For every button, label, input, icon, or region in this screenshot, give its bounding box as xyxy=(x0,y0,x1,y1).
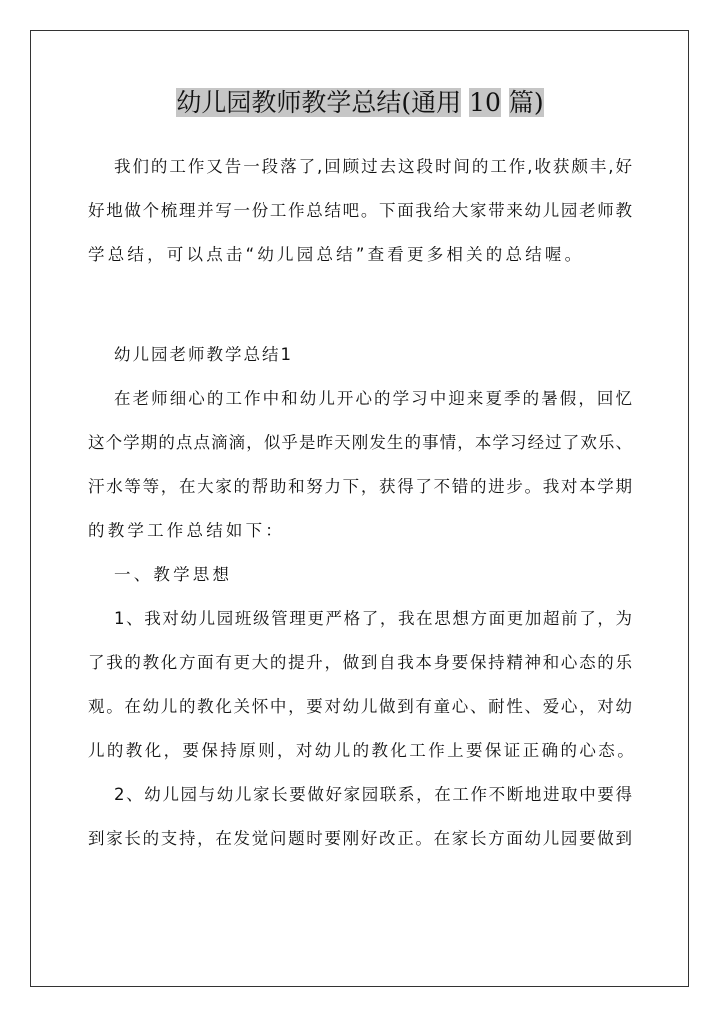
intro-line: 好地做个梳理并写一份工作总结吧。下面我给大家带来幼儿园老师教 xyxy=(88,201,632,220)
paragraph-line: 的教学工作总结如下： xyxy=(88,521,285,540)
paragraph-line: 到家长的支持，在发觉问题时要刚好改正。在家长方面幼儿园要做到 xyxy=(88,829,632,848)
paragraph-line: 了我的教化方面有更大的提升，做到自我本身要保持精神和心态的乐 xyxy=(88,653,632,672)
paragraph-line: 儿的教化，要保持原则，对幼儿的教化工作上要保证正确的心态。 xyxy=(88,741,637,760)
paragraph-line: 1、我对幼儿园班级管理更严格了，我在思想方面更加超前了，为 xyxy=(114,609,632,628)
paragraph-line: 在老师细心的工作中和幼儿开心的学习中迎来夏季的暑假，回忆 xyxy=(114,389,632,408)
document-title xyxy=(0,86,720,120)
intro-line: 学总结，可以点击“幼儿园总结”查看更多相关的总结喔。 xyxy=(88,245,585,264)
paragraph-line: 观。在幼儿的教化关怀中，要对幼儿做到有童心、耐性、爱心，对幼 xyxy=(88,697,632,716)
intro-line: 我们的工作又告一段落了,回顾过去这段时间的工作,收获颇丰,好 xyxy=(114,157,632,176)
sub-heading: 一、教学思想 xyxy=(114,565,233,584)
title-part-2: 10 xyxy=(469,88,501,117)
section-heading: 幼儿园老师教学总结1 xyxy=(114,345,293,364)
title-part-3: 篇) xyxy=(508,88,544,117)
paragraph-line: 这个学期的点点滴滴，似乎是昨天刚发生的事情，本学习经过了欢乐、 xyxy=(88,433,632,452)
paragraph-line: 汗水等等，在大家的帮助和努力下，获得了不错的进步。我对本学期 xyxy=(88,477,632,496)
title-part-1: 幼儿园教师教学总结(通用 xyxy=(176,88,462,117)
paragraph-line: 2、幼儿园与幼儿家长要做好家园联系，在工作不断地进取中要得 xyxy=(114,785,632,804)
